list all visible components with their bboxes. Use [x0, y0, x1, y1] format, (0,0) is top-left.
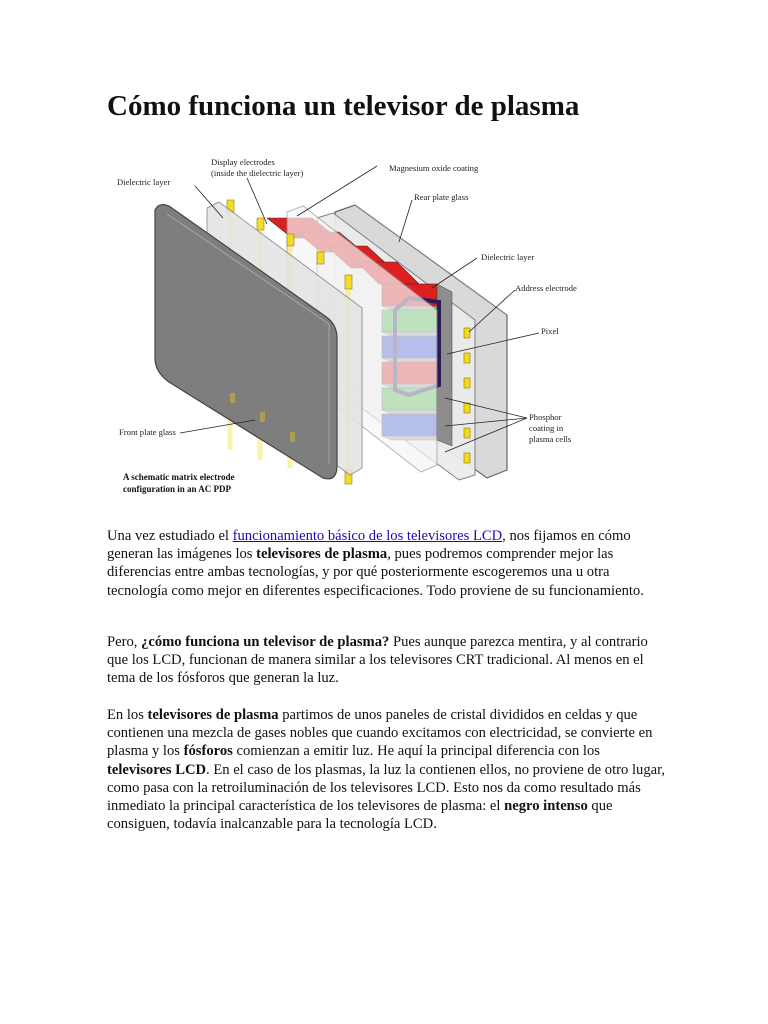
- label-dielectric-layer-right: Dielectric layer: [481, 252, 535, 262]
- text: Una vez estudiado el: [107, 528, 233, 544]
- text: comienzan a emitir luz. He aquí la principal diferencia con los: [232, 743, 600, 760]
- text: Pero,: [107, 634, 142, 650]
- paragraph-intro: [107, 527, 667, 600]
- plasma-diagram: [107, 150, 587, 505]
- text: , nos fijamos en cómo generan las imágenes los: [107, 528, 631, 563]
- text: . En el caso de los plasmas, la luz la contienen ellos, no proviene de otro lugar, como pasa con la retroiluminación de los televisores LCD. Esto nos da como resultado más inmediato la principal característica de los televisores de plasma: el: [107, 761, 666, 815]
- label-display-electrodes: Display electrodes: [211, 157, 275, 167]
- diagram-caption-line-2: configuration in an AC PDP: [123, 484, 232, 494]
- text: que consiguen, todavía inalcanzable para la tecnología LCD.: [107, 798, 613, 833]
- label-magnesium-oxide: Magnesium oxide coating: [389, 163, 479, 173]
- bold-text: televisores de plasma: [256, 546, 388, 563]
- label-phosphor-3: plasma cells: [529, 434, 572, 444]
- label-address-electrode: Address electrode: [515, 283, 577, 293]
- label-dielectric-layer-top: Dielectric layer: [117, 177, 171, 187]
- bold-text: ¿cómo funciona un televisor de plasma?: [141, 634, 390, 650]
- label-phosphor-2: coating in: [529, 423, 564, 433]
- bold-text: televisores de plasma: [147, 707, 279, 723]
- page-title: Cómo funciona un televisor de plasma: [107, 90, 580, 122]
- label-rear-plate-glass: Rear plate glass: [414, 192, 469, 202]
- paragraph-explanation: [107, 706, 667, 833]
- bold-text: televisores LCD: [107, 761, 207, 778]
- lcd-article-link[interactable]: funcionamiento básico de los televisores LCD: [232, 528, 503, 544]
- label-front-plate-glass: Front plate glass: [119, 427, 176, 437]
- paragraph-question: [107, 633, 667, 688]
- bold-text: negro intenso: [504, 798, 588, 815]
- diagram-caption-line-1: A schematic matrix electrode: [123, 472, 235, 482]
- text: , pues podremos comprender mejor las diferencias entre ambas tecnologías, y por qué posteriormente escogeremos una u otra tecnología como mejor en diferentes especificaciones. Todo proviene de su funcionamiento.: [107, 546, 644, 599]
- label-pixel: Pixel: [541, 326, 559, 336]
- text: partimos de unos paneles de cristal divididos en celdas y que contienen una mezcla de gases nobles que cuando excitamos con electricidad, se convierte en plasma y los: [107, 707, 653, 760]
- label-display-electrodes-sub: (inside the dielectric layer): [211, 168, 304, 178]
- text: En los: [107, 707, 148, 723]
- text: Pues aunque parezca mentira, y al contrario que los LCD, funcionan de manera similar a los televisores CRT tradicional. Al menos en el tema de los fósforos que generan la luz.: [107, 634, 648, 687]
- bold-text: fósforos: [183, 743, 233, 760]
- label-phosphor-1: Phosphor: [529, 412, 562, 422]
